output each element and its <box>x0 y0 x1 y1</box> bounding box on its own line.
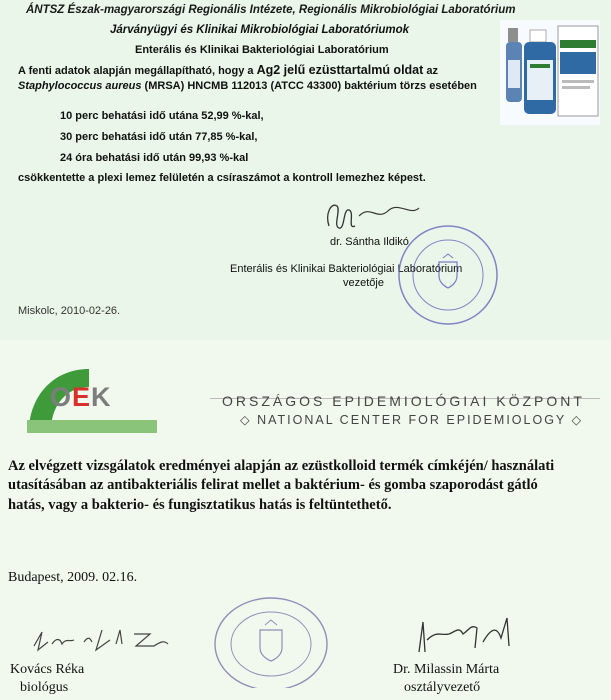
header-laboratory: Enterális és Klinikai Bakteriológiai Laboratórium <box>135 44 389 56</box>
result-30min: 30 perc behatási idő után 77,85 %-kal, <box>60 131 258 143</box>
place-date-budapest: Budapest, 2009. 02.16. <box>8 570 138 585</box>
intro-text-b: az <box>423 65 438 77</box>
signer2-title: osztályvezető <box>404 680 481 695</box>
signer1-name: Kovács Réka <box>10 662 85 677</box>
signer-title-line1: Enterális és Klinikai Bakteriológiai Laboratórium <box>230 263 463 275</box>
official-stamp-budapest <box>208 594 334 688</box>
organism-strain: (MRSA) HNCMB 112013 (ATCC 43300) baktérium törzs esetében <box>141 80 477 92</box>
statement-line-1: Az elvégzett vizsgálatok eredményei alapján az ezüstkolloid termék címkéjén/ használati <box>8 458 555 474</box>
signer-name: dr. Sántha Ildikó <box>330 236 409 248</box>
result-10min: 10 perc behatási idő utána 52,99 %-kal, <box>60 110 264 122</box>
product-bottles-image <box>500 20 600 125</box>
signature-milassin <box>405 612 535 658</box>
header-department: Járványügyi és Klinikai Mikrobiológiai Laboratóriumok <box>110 24 410 36</box>
statement-line-2: utasításában az antibakteriális felirat mellet a baktérium- és gomba szaporodást gátló <box>8 477 538 493</box>
product-name: Ag2 jelű ezüsttartalmú oldat <box>256 63 424 77</box>
header-institute: ÁNTSZ Észak-magyarországi Regionális Intézete, Regionális Mikrobiológiai Laboratórium <box>26 4 516 16</box>
signature-kovacs <box>30 620 190 660</box>
oek-name-en: ◇ NATIONAL CENTER FOR EPIDEMIOLOGY ◇ <box>240 413 584 427</box>
oek-name-hu: ORSZÁGOS EPIDEMIOLÓGIAI KÖZPONT <box>222 393 585 409</box>
conclusion-text: csökkentette a plexi lemez felületén a csíraszámot a kontroll lemezhez képest. <box>18 172 426 184</box>
organism-name: Staphylococcus aureus <box>18 80 142 92</box>
signer2-name: Dr. Milassin Márta <box>393 662 500 677</box>
result-24h: 24 óra behatási idő után 99,93 %-kal <box>60 152 249 164</box>
statement-line-3: hatás, vagy a bakterio- és fungisztatikus hatás is feltüntethető. <box>8 497 392 513</box>
signer-title-line2: vezetője <box>343 277 384 289</box>
miskolc-report <box>0 0 611 340</box>
signer1-title: biológus <box>20 680 69 695</box>
place-date-miskolc: Miskolc, 2010-02-26. <box>18 305 121 317</box>
intro-text-a: A fenti adatok alapján megállapítható, hogy a <box>18 65 257 77</box>
organism-line <box>18 80 477 92</box>
oek-logo-text: OEK <box>50 382 112 412</box>
intro-line <box>18 63 438 77</box>
official-stamp-miskolc <box>395 222 501 328</box>
